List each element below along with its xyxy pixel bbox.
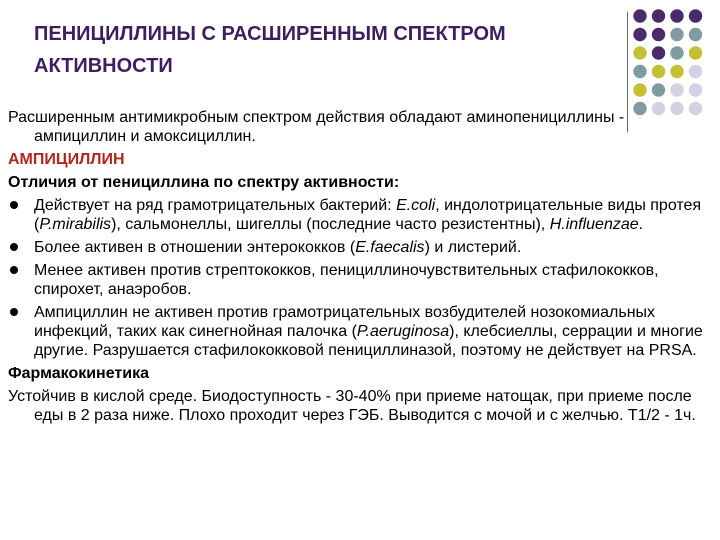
decor-dot [670,83,683,96]
slide-title: ПЕНИЦИЛЛИНЫ С РАСШИРЕННЫМ СПЕКТРОМ АКТИВНОСТИ [34,23,506,77]
bullet-item [8,196,708,234]
bullet-item [8,303,708,360]
bullet-text: Менее активен против стрептококков, пенициллиночувствительных стафилококков, спирохет, анаэробов. [34,262,659,298]
decor-dot [652,46,665,59]
bullet-item [8,238,708,257]
decor-dot [689,65,702,78]
bullet-dot-icon [10,201,18,209]
decor-dot [633,28,646,41]
bullet-dot-icon [10,243,18,251]
decor-dot [633,9,646,22]
decor-dot [670,46,683,59]
bullet-text: . [638,216,644,233]
decor-dot [633,46,646,59]
decor-dot [689,46,702,59]
decor-dot [670,65,683,78]
pharmacokinetics-heading: Фармакокинетика [8,365,149,382]
bullet-dot-icon [10,266,18,274]
bullet-text: Более активен в отношении энтерококков ( [34,239,356,256]
species-name: H.influenzae [549,216,639,233]
species-name: E.coli [396,197,436,214]
bullet-text: , индолотрицательные виды протея ( [34,197,702,233]
intro-paragraph: Расширенным антимикробным спектром действия обладают аминопенициллины - ампициллин и амоксициллин. [8,109,625,145]
slide-body [8,108,708,429]
pharmacokinetics-paragraph: Устойчив в кислой среде. Биодоступность - 30-40% при приеме натощак, при приеме после еды в 2 раза ниже. Плохо проходит через ГЭБ. Выводится с мочой и с желчью. Т1/2 - 1ч. [8,388,696,424]
species-name: E.faecalis [355,239,425,256]
decor-dot [633,83,646,96]
bullet-text: Действует на ряд грамотрицательных бактерий: [34,197,397,214]
differences-list [8,196,708,360]
drug-heading: АМПИЦИЛЛИН [8,151,125,168]
bullet-text: Ампициллин не активен против грамотрицательных возбудителей нозокомиальных инфекций, таких как синегнойная палочка ( [34,304,656,340]
decor-dot [652,28,665,41]
decor-dot [652,65,665,78]
decor-dot [652,83,665,96]
decor-dot [689,28,702,41]
decor-dot [670,28,683,41]
differences-heading: Отличия от пенициллина по спектру активности: [8,174,400,191]
species-name: P.mirabilis [39,216,112,233]
bullet-text: ) и листерий. [424,239,522,256]
bullet-text: ), клебсиеллы, серрации и многие другие. Разрушается стафилококковой пенициллиназой, поэтому не действует на PRSA. [34,323,703,359]
decor-dot [689,83,702,96]
decor-dot [633,65,646,78]
species-name: P.aeruginosa [356,323,450,340]
decor-dot [670,9,683,22]
decor-dot [689,9,702,22]
bullet-item [8,261,708,299]
bullet-dot-icon [10,308,18,316]
decor-dot [652,9,665,22]
bullet-text: ), сальмонеллы, шигеллы (последние часто резистентны), [111,216,550,233]
